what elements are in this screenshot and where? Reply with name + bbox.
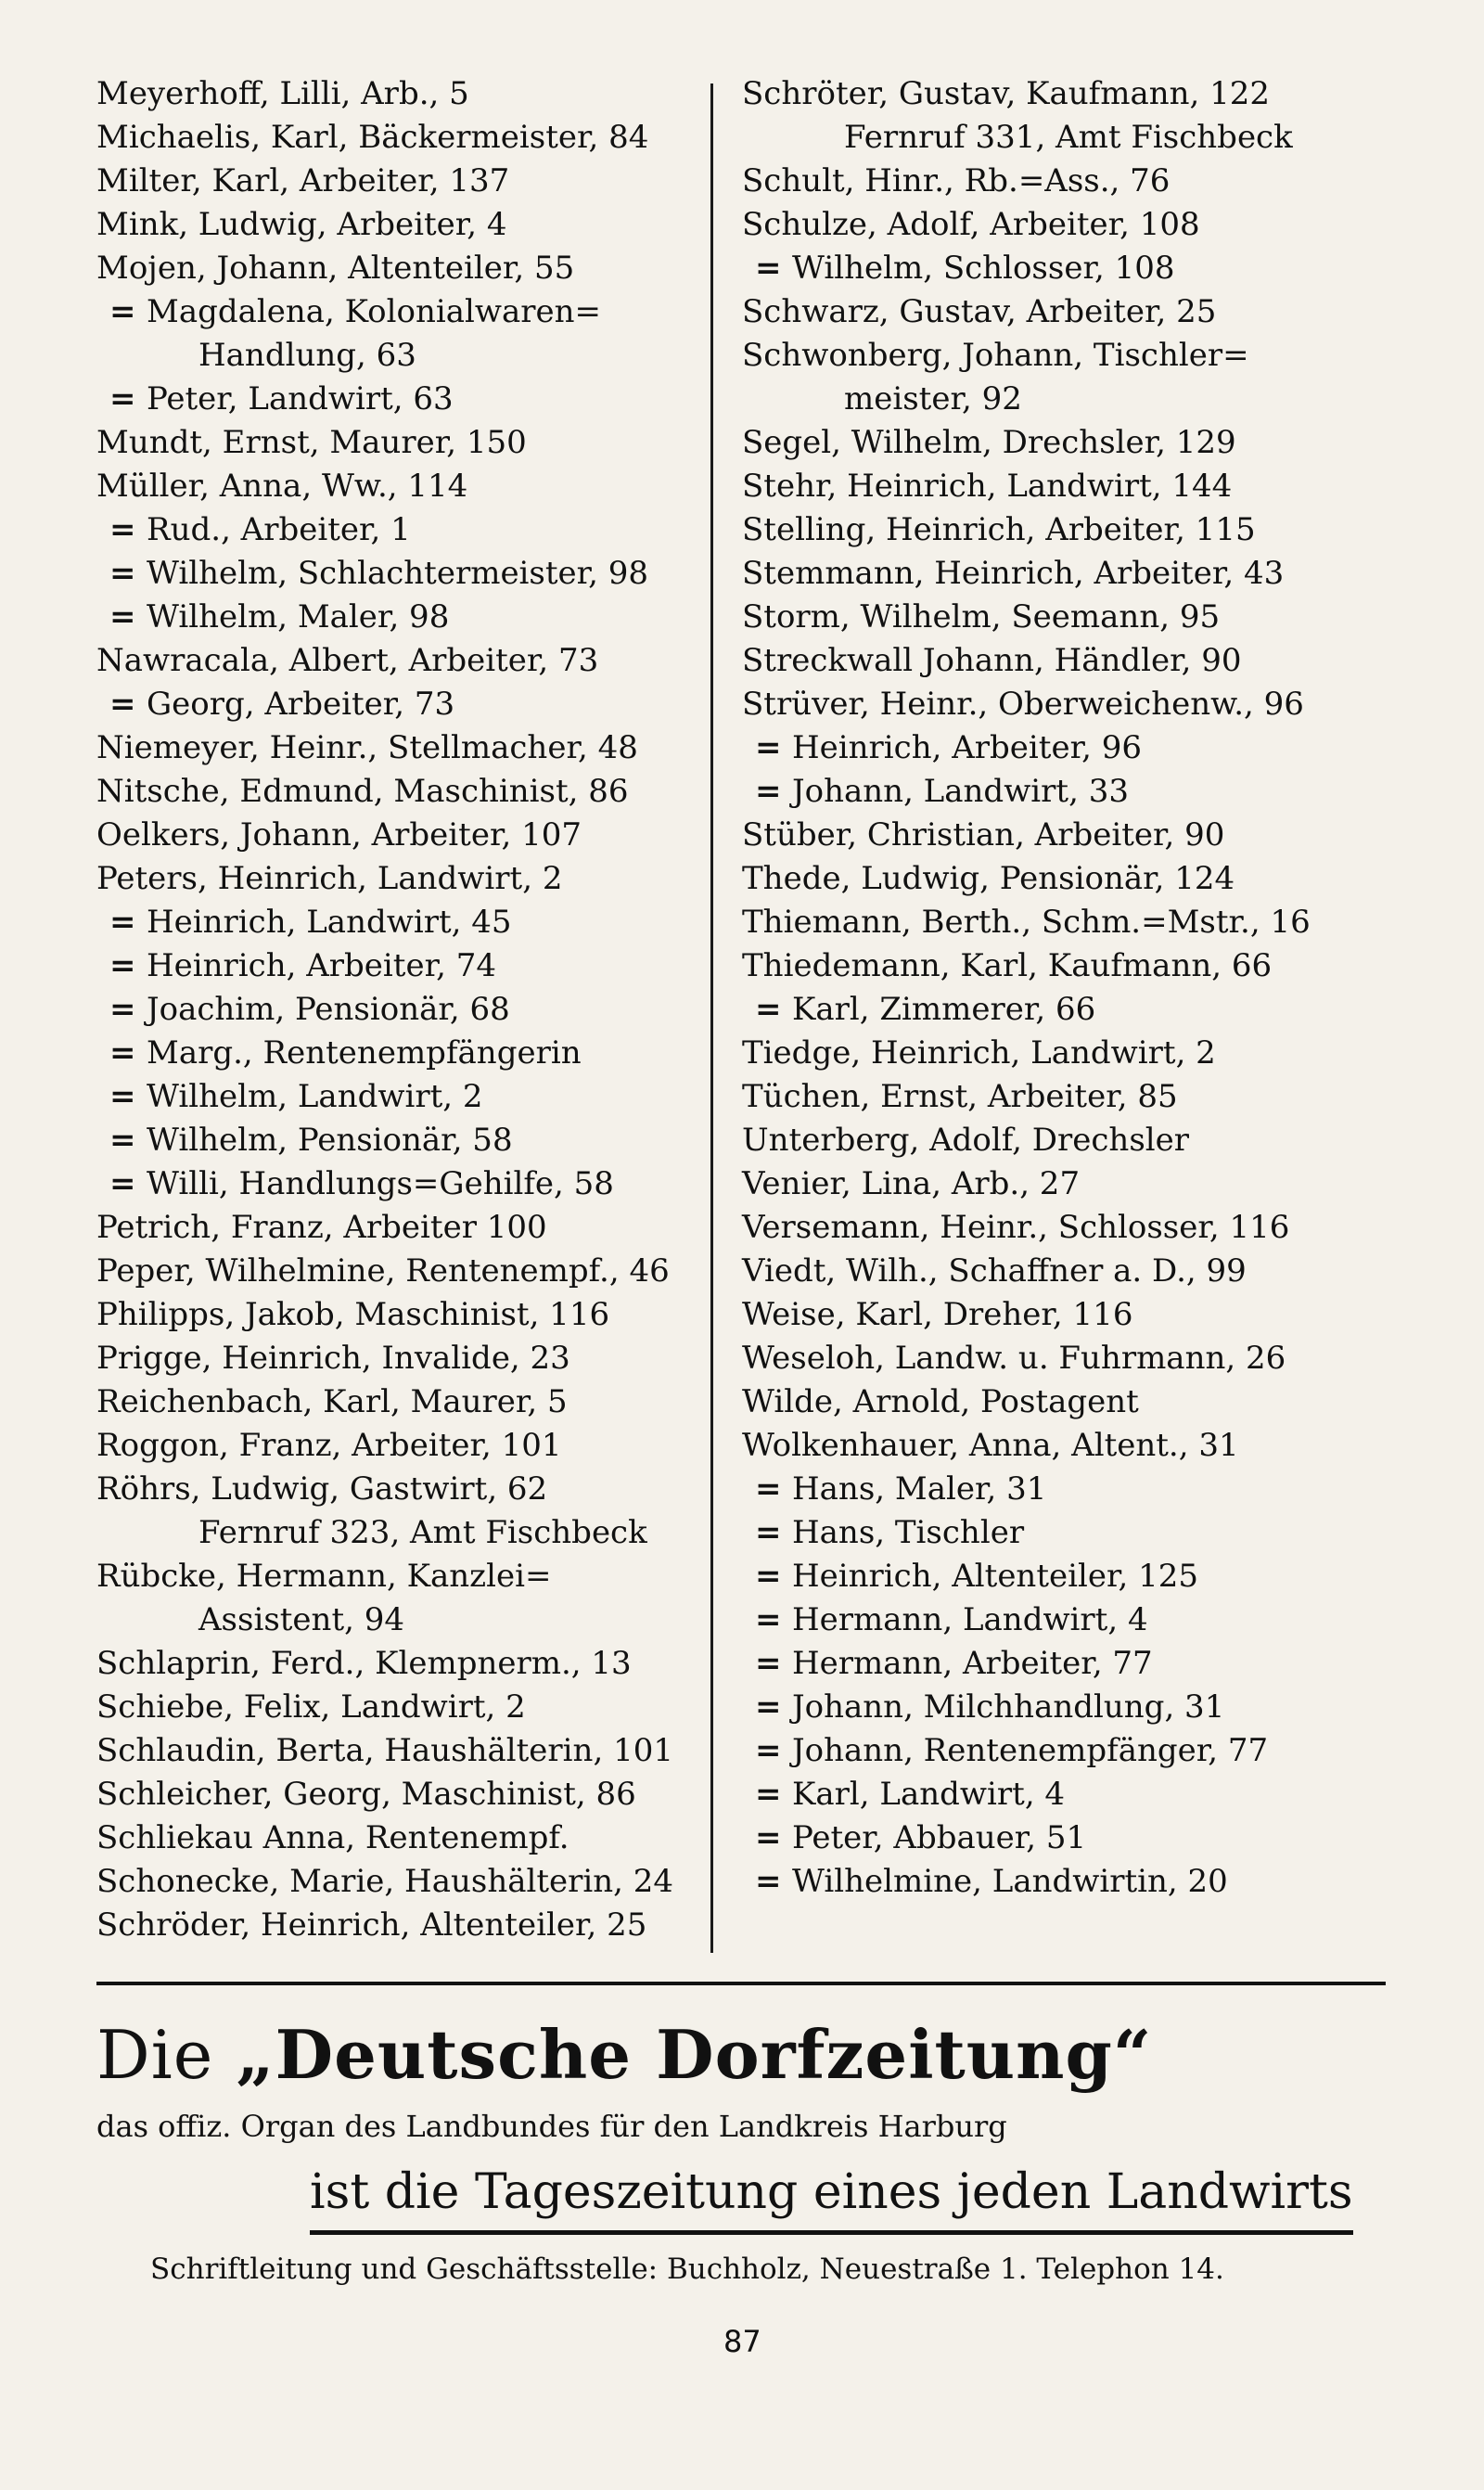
entry-text: Karl, Zimmerer, 66 [792,991,1096,1028]
directory-entry [96,639,699,683]
directory-entry-continuation [96,1598,699,1642]
entry-text: Johann, Landwirt, 33 [792,773,1129,810]
directory-entry [742,1816,1410,1860]
directory-entry [742,552,1410,596]
ditto-mark: = [755,1470,782,1508]
directory-entry [96,944,699,988]
directory-entry [742,1032,1410,1075]
directory-entry-continuation [742,116,1410,160]
ditto-mark: = [109,1034,136,1072]
entry-text: Schult, Hinr., Rb.=Ass., 76 [742,162,1171,199]
ditto-mark: = [109,293,136,330]
directory-entry [96,770,699,814]
entry-text: Thiemann, Berth., Schm.=Mstr., 16 [742,904,1311,941]
entry-text: Johann, Rentenempfänger, 77 [792,1732,1269,1769]
directory-entry [96,683,699,726]
entry-text: Venier, Lina, Arb., 27 [742,1165,1081,1202]
directory-entry [96,1904,699,1947]
entry-text: Hans, Tischler [792,1514,1025,1551]
directory-entry [742,683,1410,726]
directory-entry [96,1468,699,1511]
directory-entry [96,1119,699,1162]
directory-entry [96,1642,699,1686]
directory-entry [96,508,699,552]
directory-entry [742,290,1410,334]
entry-text: Wilhelm, Landwirt, 2 [147,1078,483,1115]
directory-entry [96,1250,699,1293]
directory-entry [742,1686,1410,1729]
entry-text: Assistent, 94 [198,1601,404,1638]
entry-text: Meyerhoff, Lilli, Arb., 5 [96,75,469,112]
entry-text: Schröter, Gustav, Kaufmann, 122 [742,75,1271,112]
entry-text: Peter, Abbauer, 51 [792,1819,1087,1856]
directory-entry [742,1119,1410,1162]
directory-entry [742,901,1410,944]
directory-entry [96,1293,699,1337]
directory-entry [742,1642,1410,1686]
entry-text: Storm, Wilhelm, Seemann, 95 [742,598,1221,635]
directory-entry [96,1816,699,1860]
advert-separator [96,1982,1386,1985]
directory-entry [742,1555,1410,1598]
directory-entry [96,1686,699,1729]
entry-text: Handlung, 63 [198,337,416,374]
entry-text: Georg, Arbeiter, 73 [147,686,455,723]
right-column [742,72,1410,1904]
entry-text: Niemeyer, Heinr., Stellmacher, 48 [96,729,638,766]
entry-text: Philipps, Jakob, Maschinist, 116 [96,1296,610,1333]
directory-entry [96,901,699,944]
entry-text: Müller, Anna, Ww., 114 [96,468,468,505]
directory-entry [96,1555,699,1598]
entry-text: Wilhelm, Pensionär, 58 [147,1122,513,1159]
entry-text: Schonecke, Marie, Haushälterin, 24 [96,1863,674,1900]
entry-text: Heinrich, Altenteiler, 125 [792,1558,1199,1595]
entry-text: Schiebe, Felix, Landwirt, 2 [96,1688,526,1726]
entry-text: Peters, Heinrich, Landwirt, 2 [96,860,563,897]
entry-text: Heinrich, Arbeiter, 96 [792,729,1142,766]
entry-text: Schliekau Anna, Rentenempf. [96,1819,569,1856]
entry-text: Tüchen, Ernst, Arbeiter, 85 [742,1078,1178,1115]
advert-title-prefix: Die [96,2016,214,2094]
entry-text: Schleicher, Georg, Maschinist, 86 [96,1776,636,1813]
directory-entry [742,421,1410,465]
directory-entry [96,378,699,421]
entry-text: Wilhelm, Schlosser, 108 [792,250,1175,287]
directory-entry [742,726,1410,770]
advert-slogan: ist die Tageszeitung eines jeden Landwirts [310,2160,1353,2235]
directory-entry [742,1468,1410,1511]
entry-text: Schwonberg, Johann, Tischler= [742,337,1249,374]
entry-text: meister, 92 [844,380,1022,417]
ditto-mark: = [109,1078,136,1115]
ditto-mark: = [109,380,136,417]
entry-text: Mundt, Ernst, Maurer, 150 [96,424,527,461]
entry-text: Stüber, Christian, Arbeiter, 90 [742,816,1225,854]
directory-entry [742,1380,1410,1424]
directory-entry [742,1729,1410,1773]
ditto-mark: = [755,1558,782,1595]
entry-text: Fernruf 331, Amt Fischbeck [844,119,1293,156]
entry-text: Heinrich, Landwirt, 45 [147,904,512,941]
directory-entry [742,944,1410,988]
directory-entry [96,1773,699,1816]
directory-entry [96,1424,699,1468]
entry-text: Mojen, Johann, Altenteiler, 55 [96,250,575,287]
directory-entry [742,465,1410,508]
ditto-mark: = [109,511,136,548]
entry-text: Tiedge, Heinrich, Landwirt, 2 [742,1034,1216,1072]
entry-text: Thede, Ludwig, Pensionär, 124 [742,860,1235,897]
directory-entry [742,1162,1410,1206]
entry-text: Wilde, Arnold, Postagent [742,1383,1139,1420]
ditto-mark: = [755,1601,782,1638]
directory-entry [96,1075,699,1119]
entry-text: Weise, Karl, Dreher, 116 [742,1296,1133,1333]
entry-text: Strüver, Heinr., Oberweichenw., 96 [742,686,1304,723]
ditto-mark: = [109,991,136,1028]
ditto-mark: = [755,991,782,1028]
directory-entry [742,1598,1410,1642]
entry-text: Stelling, Heinrich, Arbeiter, 115 [742,511,1256,548]
advert-title [96,2013,1152,2097]
ditto-mark: = [755,250,782,287]
entry-text: Karl, Landwirt, 4 [792,1776,1066,1813]
directory-entry [96,160,699,203]
ditto-mark: = [109,686,136,723]
directory-entry-continuation [96,334,699,378]
entry-text: Willi, Handlungs=Gehilfe, 58 [147,1165,614,1202]
entry-text: Peper, Wilhelmine, Rentenempf., 46 [96,1252,670,1290]
entry-text: Unterberg, Adolf, Drechsler [742,1122,1190,1159]
directory-entry-continuation [96,1511,699,1555]
entry-text: Rud., Arbeiter, 1 [147,511,411,548]
directory-entry [742,1337,1410,1380]
directory-entry [742,160,1410,203]
ditto-mark: = [109,555,136,592]
ditto-mark: = [109,947,136,984]
entry-text: Wilhelmine, Landwirtin, 20 [792,1863,1228,1900]
ditto-mark: = [755,729,782,766]
directory-entry [742,814,1410,857]
directory-entry [96,203,699,247]
directory-entry [96,116,699,160]
entry-text: Segel, Wilhelm, Drechsler, 129 [742,424,1236,461]
directory-entry [96,857,699,901]
entry-text: Fernruf 323, Amt Fischbeck [198,1514,647,1551]
ditto-mark: = [109,1165,136,1202]
directory-entry [96,247,699,290]
advert-newspaper-name: „Deutsche Dorfzeitung“ [236,2015,1153,2094]
ditto-mark: = [109,598,136,635]
directory-entry [96,552,699,596]
column-divider [710,83,713,1953]
entry-text: Wilhelm, Maler, 98 [147,598,450,635]
entry-text: Magdalena, Kolonialwaren= [147,293,602,330]
directory-entry [742,639,1410,683]
directory-entry [742,1293,1410,1337]
entry-text: Schlaudin, Berta, Haushälterin, 101 [96,1732,673,1769]
entry-text: Peter, Landwirt, 63 [147,380,454,417]
entry-text: Prigge, Heinrich, Invalide, 23 [96,1340,570,1377]
directory-entry [96,1380,699,1424]
entry-text: Milter, Karl, Arbeiter, 137 [96,162,510,199]
entry-text: Schlaprin, Ferd., Klempnerm., 13 [96,1645,632,1682]
entry-text: Oelkers, Johann, Arbeiter, 107 [96,816,582,854]
entry-text: Stehr, Heinrich, Landwirt, 144 [742,468,1233,505]
directory-entry [742,1773,1410,1816]
directory-entry [96,814,699,857]
directory-entry [96,1162,699,1206]
entry-text: Marg., Rentenempfängerin [147,1034,582,1072]
directory-entry [96,1206,699,1250]
entry-text: Weseloh, Landw. u. Fuhrmann, 26 [742,1340,1286,1377]
ditto-mark: = [109,1122,136,1159]
entry-text: Rübcke, Hermann, Kanzlei= [96,1558,552,1595]
directory-entry [742,988,1410,1032]
entry-text: Hans, Maler, 31 [792,1470,1047,1508]
directory-entry [742,1206,1410,1250]
directory-entry [742,596,1410,639]
advert-subtitle: das offiz. Organ des Landbundes für den Landkreis Harburg [96,2109,1007,2144]
directory-entry [742,1511,1410,1555]
directory-entry [742,1250,1410,1293]
directory-entry [96,988,699,1032]
directory-entry [96,1032,699,1075]
directory-entry [742,247,1410,290]
directory-entry [96,726,699,770]
entry-text: Hermann, Arbeiter, 77 [792,1645,1153,1682]
entry-text: Schwarz, Gustav, Arbeiter, 25 [742,293,1217,330]
directory-entry [96,1860,699,1904]
entry-text: Versemann, Heinr., Schlosser, 116 [742,1209,1290,1246]
directory-entry [96,1337,699,1380]
entry-text: Joachim, Pensionär, 68 [147,991,510,1028]
entry-text: Heinrich, Arbeiter, 74 [147,947,496,984]
entry-text: Röhrs, Ludwig, Gastwirt, 62 [96,1470,548,1508]
entry-text: Reichenbach, Karl, Maurer, 5 [96,1383,568,1420]
directory-entry [742,1860,1410,1904]
entry-text: Nawracala, Albert, Arbeiter, 73 [96,642,599,679]
directory-entry [742,334,1410,378]
entry-text: Michaelis, Karl, Bäckermeister, 84 [96,119,649,156]
entry-text: Roggon, Franz, Arbeiter, 101 [96,1427,562,1464]
directory-entry [96,421,699,465]
advert-footer: Schriftleitung und Geschäftsstelle: Buchholz, Neuestraße 1. Telephon 14. [150,2253,1224,2286]
entry-text: Wolkenhauer, Anna, Altent., 31 [742,1427,1239,1464]
ditto-mark: = [755,773,782,810]
entry-text: Viedt, Wilh., Schaffner a. D., 99 [742,1252,1247,1290]
entry-text: Wilhelm, Schlachtermeister, 98 [147,555,649,592]
directory-entry [742,770,1410,814]
ditto-mark: = [755,1645,782,1682]
entry-text: Petrich, Franz, Arbeiter 100 [96,1209,547,1246]
directory-entry [96,596,699,639]
left-column [96,72,699,1947]
directory-entry-continuation [742,378,1410,421]
directory-entry [96,72,699,116]
entry-text: Stemmann, Heinrich, Arbeiter, 43 [742,555,1285,592]
directory-entry [742,203,1410,247]
directory-entry [96,290,699,334]
entry-text: Mink, Ludwig, Arbeiter, 4 [96,206,507,243]
ditto-mark: = [755,1863,782,1900]
directory-entry [742,1424,1410,1468]
entry-text: Johann, Milchhandlung, 31 [792,1688,1225,1726]
ditto-mark: = [755,1514,782,1551]
directory-entry [742,508,1410,552]
directory-entry [742,1075,1410,1119]
entry-text: Schröder, Heinrich, Altenteiler, 25 [96,1906,647,1944]
ditto-mark: = [755,1819,782,1856]
directory-entry [742,72,1410,116]
directory-entry [96,1729,699,1773]
page-number: 87 [723,2324,761,2359]
ditto-mark: = [755,1732,782,1769]
entry-text: Thiedemann, Karl, Kaufmann, 66 [742,947,1273,984]
ditto-mark: = [109,904,136,941]
entry-text: Nitsche, Edmund, Maschinist, 86 [96,773,629,810]
entry-text: Schulze, Adolf, Arbeiter, 108 [742,206,1200,243]
entry-text: Streckwall Johann, Händler, 90 [742,642,1242,679]
ditto-mark: = [755,1688,782,1726]
directory-entry [742,857,1410,901]
ditto-mark: = [755,1776,782,1813]
directory-entry [96,465,699,508]
entry-text: Hermann, Landwirt, 4 [792,1601,1148,1638]
